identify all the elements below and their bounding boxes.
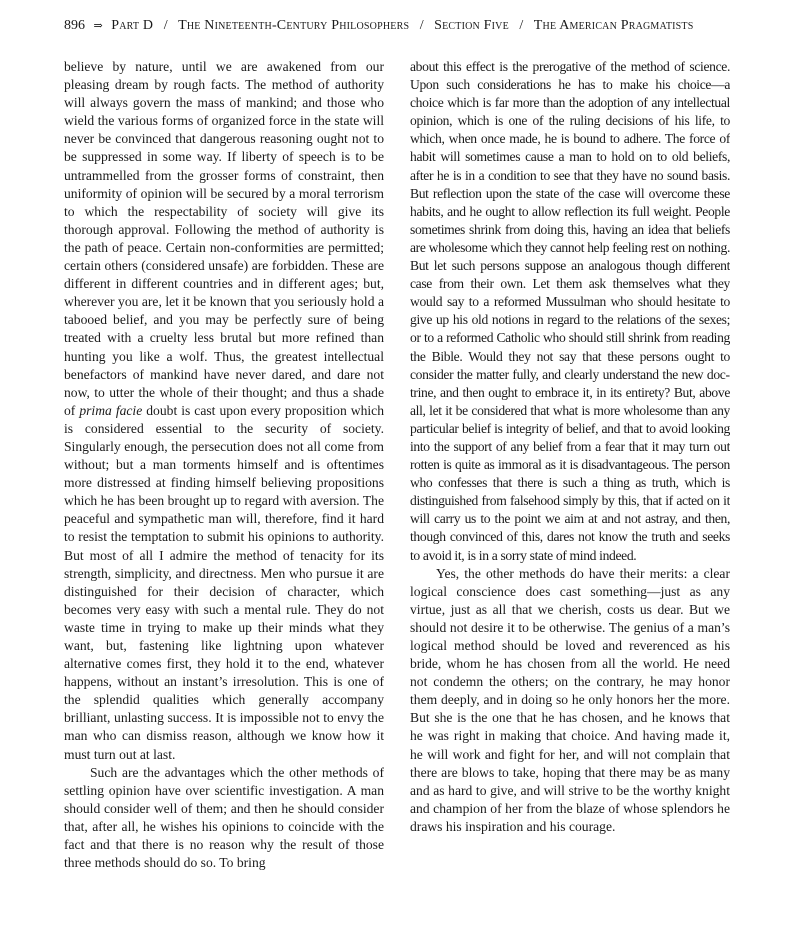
header-separator: /: [163, 18, 168, 33]
right-paragraph-1: about this effect is the prerogative of the method of science. Upon such considerations he has to make his choice—a choice which is far more than the adoption of any intellectual opinion, which is one of the ruling decisions of his life, to which, when once made, he is bound to adhere. The force of habit will sometimes cause a man to hold on to old beliefs, after he is in a condition to see that they have no sound basis. But reflection upon the state of the case will overcome these habits, and he ought to allow reflection its full weight. People sometimes shrink from doing this, having an idea that beliefs are wholesome which they cannot help feeling rest on nothing. But let such persons suppose an analogous though different case from their own. Let them ask themselves what they would say to a reformed Mussulman who should hesitate to give up his old notions in regard to the relations of the sexes; or to a reformed Catholic who should still shrink from reading the Bible. Would they not say that these persons ought to consider the matter fully, and clearly understand the new doctrine, and then ought to embrace it, in its entirety? But, above all, let it be considered that what is more wholesome than any particular belief is integrity of belief, and that to avoid looking into the support of any belief from a fear that it may turn out rotten is quite as immoral as it is disadvantageous. The person who confesses that there is such a thing as truth, which is distinguished from falsehood simply by this, that if acted on it will carry us to the point we aim at and not astray, and then, though convinced of this, dares not know the truth and seeks to avoid it, is in a sorry state of mind indeed.: [410, 59, 730, 563]
right-paragraph-2: Yes, the other methods do have their merits: a clear logical conscience does cast something—just as any virtue, just as all that we cherish, costs us dear. But we should not desire it to be otherwise. The genius of a man’s logical method should be loved and reverenced as his bride, whom he has chosen from all the world. He need not condemn the others; on the contrary, he may honor them deeply, and in doing so he only honors her the more. But she is the one that he has chosen, and he knows that he was right in making that choice. And having made it, he will work and fight for her, and will not complain that there are blows to take, hoping that there may be as many and as hard to give, and will strive to be the worthy knight and champion of her from the blaze of whose splendors he draws his inspiration and his courage.: [410, 565, 730, 834]
header-arrow-icon: ⇒: [93, 20, 103, 32]
italic-phrase: prima facie: [79, 402, 143, 418]
header-part: Part D: [111, 18, 154, 33]
header-subsection: The American Pragmatists: [533, 18, 694, 33]
header-separator: /: [419, 18, 424, 33]
right-column: [410, 58, 730, 908]
header-separator: /: [519, 18, 524, 33]
left-column: [64, 58, 384, 908]
running-header: [64, 14, 744, 38]
header-section: Section Five: [434, 18, 509, 33]
left-paragraph-2: Such are the advantages which the other methods of settling opinion have over scientific investigation. A man should consider well of them; and then he should consider that, after all, he wishes his opinions to coincide with the fact and that there is no reason why the result of those three methods should do so. To bring: [64, 764, 384, 871]
left-paragraph-1-text-b: doubt is cast upon every proposition which is considered essential to the security of society. Singularly enough, the persecution does not all come from without; but a man torments himself and is oftentimes more distressed at finding himself believing propositions which he has been brought up to regard with aversion. The peaceful and sympathetic man will, therefore, find it hard to resist the temptation to submit his opinions to authority. But most of all I admire the method of tenacity for its strength, simplicity, and directness. Men who pursue it are distinguished for their decision of character, which becomes very easy with such a mental rule. They do not waste time in trying to make up their minds what they want, but, fastening like lightning upon whatever alternative comes first, they hold it to the end, whatever happens, without an instant’s irresolution. This is one of the splendid qualities which generally accompany brilliant, unlasting success. It is impossible not to envy the man who can dismiss reason, although we know how it must turn out at last.: [64, 402, 384, 762]
page-number: 896: [64, 18, 85, 33]
left-paragraph-1-text-a: believe by nature, until we are awakened from our pleasing dream by rough facts. The method of authority will always govern the mass of mankind; and those who wield the various forms of organized force in the state will never be convinced that dangerous reasoning ought not to be suppressed in some way. If liberty of speech is to be untrammelled from the grosser forms of constraint, then uniformity of opinion will be secured by a moral terrorism to which the respectability of society will give its thorough approval. Following the method of authority is the path of peace. Certain non-conformities are permitted; certain others (considered unsafe) are forbidden. These are different in different countries and in different ages; but, wherever you are, let it be known that you seriously hold a tabooed belief, and you may be perfectly sure of being treated with a cruelty less brutal but more refined than hunting you like a wolf. Thus, the greatest intellectual benefactors of mankind have never dared, and dare not now, to utter the whole of their thought; and thus a shade of: [64, 59, 384, 418]
header-section-title: The Nineteenth-Century Philosophers: [178, 18, 410, 33]
left-paragraph-1: [64, 58, 384, 764]
